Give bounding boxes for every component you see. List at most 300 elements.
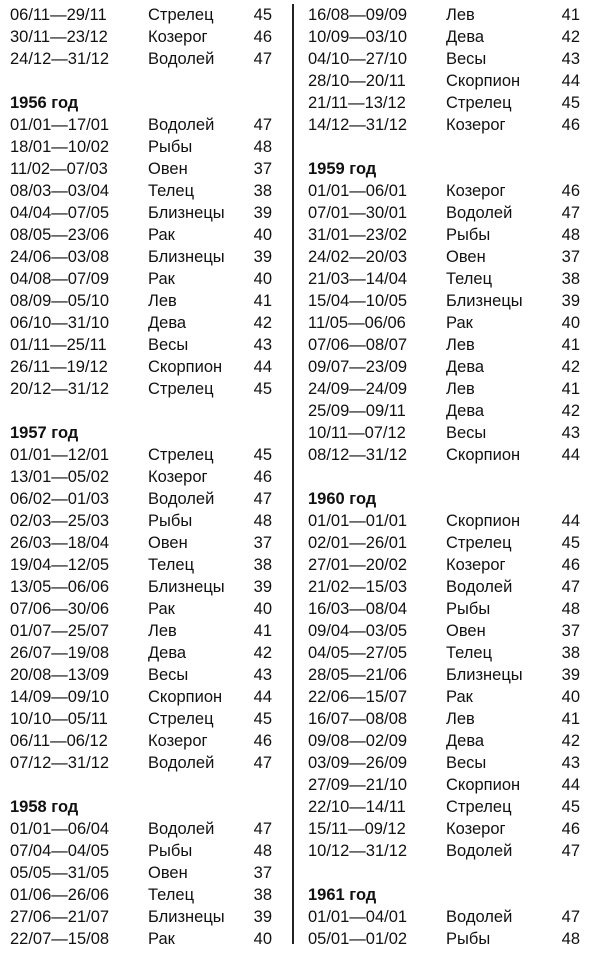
zodiac-sign: Скорпион: [148, 358, 223, 376]
zodiac-sign: Рак: [148, 930, 175, 948]
zodiac-sign: Козерог: [148, 28, 208, 46]
date-range: 08/05—23/06: [10, 226, 110, 244]
date-range: 05/01—01/02: [308, 930, 408, 948]
table-row: [10, 730, 282, 752]
table-row: [308, 114, 590, 136]
date-range: 18/01—10/02: [10, 138, 110, 156]
table-row: [308, 532, 590, 554]
table-row: [308, 708, 590, 730]
sign-number: 37: [253, 864, 272, 882]
sign-number: 41: [253, 292, 272, 310]
date-range: 04/10—27/10: [308, 50, 408, 68]
date-range: 06/10—31/10: [10, 314, 110, 332]
table-row: [308, 444, 590, 466]
zodiac-sign: Скорпион: [446, 446, 521, 464]
sign-number: 41: [561, 336, 580, 354]
zodiac-sign: Водолей: [148, 754, 215, 772]
sign-number: 45: [253, 6, 272, 24]
zodiac-sign: Козерог: [446, 182, 506, 200]
zodiac-sign: Рак: [446, 314, 473, 332]
zodiac-sign: Рыбы: [446, 930, 491, 948]
date-range: 28/10—20/11: [308, 72, 406, 90]
table-row: [308, 598, 590, 620]
sign-number: 47: [253, 50, 272, 68]
table-row: [308, 400, 590, 422]
table-row: [308, 840, 590, 862]
table-row: [10, 598, 282, 620]
sign-number: 47: [561, 204, 580, 222]
table-row: [308, 906, 590, 928]
table-row: [308, 664, 590, 686]
date-range: 06/11—29/11: [10, 6, 107, 24]
sign-number: 42: [561, 732, 580, 750]
table-row: [10, 532, 282, 554]
date-range: 21/02—15/03: [308, 578, 408, 596]
sign-number: 48: [253, 842, 272, 860]
table-row: [10, 862, 282, 884]
date-range: 15/04—10/05: [308, 292, 408, 310]
table-row: [308, 554, 590, 576]
sign-number: 43: [561, 424, 580, 442]
sign-number: 39: [253, 204, 272, 222]
date-range: 15/11—09/12: [308, 820, 406, 838]
table-row: [308, 378, 590, 400]
zodiac-sign: Лев: [148, 292, 177, 310]
date-range: 09/04—03/05: [308, 622, 408, 640]
table-row: [10, 708, 282, 730]
date-range: 04/08—07/09: [10, 270, 110, 288]
date-range: 24/09—24/09: [308, 380, 408, 398]
date-range: 07/06—08/07: [308, 336, 408, 354]
date-range: 04/05—27/05: [308, 644, 408, 662]
table-row: [308, 312, 590, 334]
zodiac-sign: Водолей: [446, 578, 513, 596]
zodiac-sign: Козерог: [446, 556, 506, 574]
date-range: 16/07—08/08: [308, 710, 408, 728]
sign-number: 37: [253, 534, 272, 552]
table-row: [10, 928, 282, 950]
year-section: [308, 158, 590, 466]
zodiac-sign: Близнецы: [148, 578, 225, 596]
zodiac-sign: Водолей: [446, 204, 513, 222]
sign-number: 46: [561, 556, 580, 574]
sign-number: 38: [253, 556, 272, 574]
sign-number: 46: [561, 820, 580, 838]
zodiac-sign: Дева: [446, 28, 485, 46]
sign-number: 48: [561, 226, 580, 244]
table-row: [10, 664, 282, 686]
sign-number: 40: [253, 930, 272, 948]
sign-number: 48: [561, 930, 580, 948]
zodiac-sign: Рыбы: [148, 138, 193, 156]
year-section: [308, 884, 590, 950]
year-section: [10, 92, 282, 400]
sign-number: 39: [561, 666, 580, 684]
zodiac-sign: Рак: [148, 270, 175, 288]
table-row: [10, 334, 282, 356]
table-row: [10, 488, 282, 510]
table-row: [10, 466, 282, 488]
date-range: 31/01—23/02: [308, 226, 408, 244]
table-row: [308, 422, 590, 444]
date-range: 09/07—23/09: [308, 358, 408, 376]
date-range: 01/01—06/04: [10, 820, 110, 838]
sign-number: 43: [561, 50, 580, 68]
sign-number: 47: [253, 116, 272, 134]
sign-number: 39: [253, 248, 272, 266]
year-section: [308, 488, 590, 862]
zodiac-sign: Водолей: [148, 50, 215, 68]
date-range: 11/02—07/03: [10, 160, 108, 178]
sign-number: 44: [253, 358, 272, 376]
sign-number: 45: [561, 798, 580, 816]
sign-number: 38: [561, 270, 580, 288]
zodiac-sign: Стрелец: [148, 6, 214, 24]
table-row: [10, 444, 282, 466]
date-range: 05/05—31/05: [10, 864, 110, 882]
zodiac-sign: Овен: [148, 160, 188, 178]
date-range: 22/07—15/08: [10, 930, 110, 948]
date-range: 04/04—07/05: [10, 204, 110, 222]
zodiac-sign: Телец: [446, 644, 493, 662]
table-row: [308, 202, 590, 224]
sign-number: 43: [253, 336, 272, 354]
sign-number: 42: [253, 314, 272, 332]
zodiac-sign: Скорпион: [148, 688, 223, 706]
table-row: [10, 576, 282, 598]
year-section: [308, 4, 590, 136]
date-range: 09/08—02/09: [308, 732, 408, 750]
sign-number: 47: [253, 490, 272, 508]
date-range: 22/06—15/07: [308, 688, 408, 706]
zodiac-sign: Рак: [148, 226, 175, 244]
date-range: 27/09—21/10: [308, 776, 408, 794]
table-row: [308, 642, 590, 664]
zodiac-sign: Рыбы: [446, 226, 491, 244]
date-range: 01/01—12/01: [10, 446, 110, 464]
date-range: 14/12—31/12: [308, 116, 408, 134]
sign-number: 41: [561, 6, 580, 24]
sign-number: 43: [561, 754, 580, 772]
table-row: [10, 224, 282, 246]
table-row: [10, 884, 282, 906]
table-row: [308, 796, 590, 818]
zodiac-sign: Рыбы: [446, 600, 491, 618]
sign-number: 38: [561, 644, 580, 662]
table-row: [10, 356, 282, 378]
sign-number: 37: [253, 160, 272, 178]
date-range: 22/10—14/11: [308, 798, 406, 816]
date-range: 26/11—19/12: [10, 358, 108, 376]
zodiac-sign: Козерог: [446, 116, 506, 134]
zodiac-sign: Лев: [446, 6, 475, 24]
sign-number: 47: [561, 578, 580, 596]
year-section: [10, 796, 282, 950]
sign-number: 47: [253, 754, 272, 772]
zodiac-sign: Водолей: [148, 490, 215, 508]
sign-number: 42: [561, 402, 580, 420]
date-range: 27/06—21/07: [10, 908, 110, 926]
zodiac-sign: Близнецы: [148, 908, 225, 926]
date-range: 02/01—26/01: [308, 534, 408, 552]
date-range: 07/04—04/05: [10, 842, 110, 860]
zodiac-sign: Овен: [446, 248, 486, 266]
sign-number: 40: [253, 226, 272, 244]
sign-number: 41: [561, 710, 580, 728]
sign-number: 40: [253, 600, 272, 618]
zodiac-sign: Лев: [148, 622, 177, 640]
year-heading: 1958 год: [10, 798, 79, 816]
sign-number: 48: [561, 600, 580, 618]
zodiac-sign: Весы: [148, 336, 189, 354]
sign-number: 48: [253, 512, 272, 530]
table-row: [308, 686, 590, 708]
zodiac-sign: Скорпион: [446, 72, 521, 90]
zodiac-sign: Стрелец: [446, 534, 512, 552]
sign-number: 41: [253, 622, 272, 640]
zodiac-sign: Водолей: [148, 820, 215, 838]
zodiac-sign: Весы: [446, 424, 487, 442]
date-range: 01/01—01/01: [308, 512, 408, 530]
zodiac-sign: Близнецы: [148, 248, 225, 266]
sign-number: 39: [253, 578, 272, 596]
table-row: [10, 620, 282, 642]
zodiac-sign: Рак: [446, 688, 473, 706]
table-row: [308, 730, 590, 752]
sign-number: 47: [253, 820, 272, 838]
zodiac-sign: Дева: [148, 644, 187, 662]
year-heading: 1961 год: [308, 886, 377, 904]
sign-number: 44: [561, 446, 580, 464]
left-column: [10, 4, 282, 950]
table-row: [10, 686, 282, 708]
sign-number: 42: [253, 644, 272, 662]
zodiac-sign: Овен: [446, 622, 486, 640]
date-range: 01/01—17/01: [10, 116, 110, 134]
sign-number: 41: [561, 380, 580, 398]
sign-number: 44: [561, 512, 580, 530]
zodiac-sign: Водолей: [148, 116, 215, 134]
date-range: 14/09—09/10: [10, 688, 110, 706]
date-range: 13/05—06/06: [10, 578, 110, 596]
sign-number: 44: [561, 72, 580, 90]
sign-number: 47: [561, 842, 580, 860]
table-row: [10, 840, 282, 862]
table-row: [308, 818, 590, 840]
table-row: [308, 180, 590, 202]
date-range: 24/02—20/03: [308, 248, 408, 266]
sign-number: 38: [253, 886, 272, 904]
zodiac-sign: Овен: [148, 864, 188, 882]
zodiac-sign: Телец: [148, 886, 195, 904]
sign-number: 46: [253, 468, 272, 486]
zodiac-sign: Весы: [446, 754, 487, 772]
sign-number: 45: [253, 446, 272, 464]
right-column: [308, 4, 590, 950]
year-section: [10, 4, 282, 70]
table-row: [308, 48, 590, 70]
date-range: 10/12—31/12: [308, 842, 408, 860]
zodiac-sign: Рыбы: [148, 512, 193, 530]
zodiac-sign: Близнецы: [148, 204, 225, 222]
zodiac-sign: Стрелец: [148, 380, 214, 398]
date-range: 20/08—13/09: [10, 666, 110, 684]
sign-number: 37: [561, 622, 580, 640]
date-range: 07/06—30/06: [10, 600, 110, 618]
zodiac-sign: Водолей: [446, 908, 513, 926]
zodiac-sign: Стрелец: [148, 446, 214, 464]
sign-number: 39: [253, 908, 272, 926]
date-range: 01/06—26/06: [10, 886, 110, 904]
zodiac-sign: Овен: [148, 534, 188, 552]
table-row: [308, 92, 590, 114]
zodiac-sign: Весы: [446, 50, 487, 68]
zodiac-sign: Козерог: [148, 468, 208, 486]
table-row: [308, 70, 590, 92]
table-row: [10, 246, 282, 268]
zodiac-sign: Рак: [148, 600, 175, 618]
table-row: [10, 268, 282, 290]
zodiac-sign: Близнецы: [446, 666, 523, 684]
table-row: [10, 312, 282, 334]
sign-number: 38: [253, 182, 272, 200]
sign-number: 45: [253, 380, 272, 398]
zodiac-sign: Лев: [446, 380, 475, 398]
zodiac-sign: Дева: [446, 358, 485, 376]
date-range: 24/12—31/12: [10, 50, 110, 68]
table-row: [10, 510, 282, 532]
sign-number: 45: [561, 534, 580, 552]
zodiac-sign: Козерог: [446, 820, 506, 838]
sign-number: 40: [561, 314, 580, 332]
zodiac-sign: Стрелец: [148, 710, 214, 728]
sign-number: 42: [561, 358, 580, 376]
table-row: [10, 290, 282, 312]
table-row: [308, 576, 590, 598]
sign-number: 46: [253, 28, 272, 46]
date-range: 03/09—26/09: [308, 754, 408, 772]
table-row: [10, 378, 282, 400]
sign-number: 40: [561, 688, 580, 706]
sign-number: 46: [561, 182, 580, 200]
zodiac-sign: Дева: [148, 314, 187, 332]
date-range: 10/09—03/10: [308, 28, 408, 46]
zodiac-sign: Водолей: [446, 842, 513, 860]
date-range: 08/03—03/04: [10, 182, 110, 200]
zodiac-sign: Телец: [148, 556, 195, 574]
sign-number: 48: [253, 138, 272, 156]
sign-number: 45: [561, 94, 580, 112]
zodiac-sign: Весы: [148, 666, 189, 684]
table-row: [308, 334, 590, 356]
table-row: [10, 642, 282, 664]
date-range: 27/01—20/02: [308, 556, 408, 574]
date-range: 16/03—08/04: [308, 600, 408, 618]
zodiac-sign: Стрелец: [446, 798, 512, 816]
date-range: 01/11—25/11: [10, 336, 107, 354]
zodiac-sign: Скорпион: [446, 776, 521, 794]
date-range: 21/03—14/04: [308, 270, 408, 288]
date-range: 30/11—23/12: [10, 28, 108, 46]
date-range: 16/08—09/09: [308, 6, 408, 24]
table-row: [308, 356, 590, 378]
date-range: 26/03—18/04: [10, 534, 110, 552]
column-divider: [292, 4, 294, 944]
zodiac-sign: Телец: [148, 182, 195, 200]
table-row: [308, 620, 590, 642]
table-row: [10, 818, 282, 840]
table-row: [10, 158, 282, 180]
zodiac-sign: Лев: [446, 710, 475, 728]
date-range: 25/09—09/11: [308, 402, 406, 420]
year-heading: 1959 год: [308, 160, 377, 178]
table-row: [308, 290, 590, 312]
sign-number: 44: [253, 688, 272, 706]
table-row: [10, 136, 282, 158]
date-range: 11/05—06/06: [308, 314, 406, 332]
sign-number: 46: [561, 116, 580, 134]
sign-number: 44: [561, 776, 580, 794]
zodiac-sign: Стрелец: [446, 94, 512, 112]
date-range: 13/01—05/02: [10, 468, 110, 486]
year-heading: 1957 год: [10, 424, 79, 442]
date-range: 08/12—31/12: [308, 446, 408, 464]
date-range: 06/11—06/12: [10, 732, 108, 750]
sign-number: 42: [561, 28, 580, 46]
date-range: 06/02—01/03: [10, 490, 110, 508]
table-row: [308, 26, 590, 48]
sign-number: 45: [253, 710, 272, 728]
zodiac-sign: Телец: [446, 270, 493, 288]
year-section: [10, 422, 282, 774]
table-row: [10, 906, 282, 928]
zodiac-sign: Дева: [446, 732, 485, 750]
table-row: [308, 268, 590, 290]
table-row: [10, 26, 282, 48]
date-range: 26/07—19/08: [10, 644, 110, 662]
date-range: 19/04—12/05: [10, 556, 110, 574]
year-heading: 1960 год: [308, 490, 377, 508]
table-row: [10, 554, 282, 576]
date-range: 10/10—05/11: [10, 710, 108, 728]
zodiac-sign: Лев: [446, 336, 475, 354]
date-range: 01/01—04/01: [308, 908, 408, 926]
table-row: [10, 48, 282, 70]
date-range: 02/03—25/03: [10, 512, 110, 530]
table-row: [308, 246, 590, 268]
table-row: [308, 4, 590, 26]
table-row: [10, 4, 282, 26]
sign-number: 43: [253, 666, 272, 684]
date-range: 20/12—31/12: [10, 380, 110, 398]
date-range: 24/06—03/08: [10, 248, 110, 266]
sign-number: 39: [561, 292, 580, 310]
table-row: [308, 510, 590, 532]
date-range: 01/01—06/01: [308, 182, 408, 200]
table-row: [308, 928, 590, 950]
date-range: 10/11—07/12: [308, 424, 406, 442]
date-range: 07/12—31/12: [10, 754, 110, 772]
sign-number: 40: [253, 270, 272, 288]
zodiac-sign: Скорпион: [446, 512, 521, 530]
date-range: 01/07—25/07: [10, 622, 110, 640]
table-row: [10, 114, 282, 136]
zodiac-sign: Рыбы: [148, 842, 193, 860]
zodiac-sign: Близнецы: [446, 292, 523, 310]
zodiac-sign: Козерог: [148, 732, 208, 750]
table-row: [308, 774, 590, 796]
sign-number: 46: [253, 732, 272, 750]
